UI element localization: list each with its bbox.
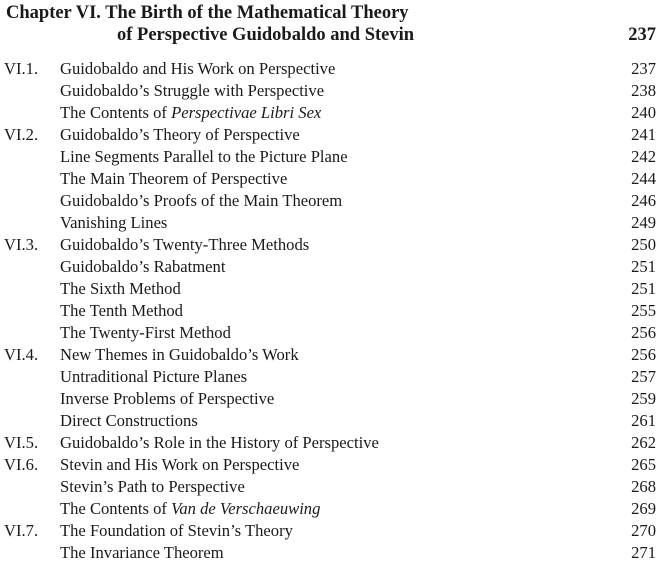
section-number: VI.7. (4, 521, 39, 540)
section-number: VI.3. (4, 235, 39, 254)
page-number: 256 (631, 345, 656, 364)
page-number: 270 (631, 521, 656, 540)
entry-title (60, 234, 309, 256)
entry-title (60, 388, 274, 410)
entry-title (60, 454, 299, 476)
section-number: VI.1. (4, 59, 39, 78)
section-number: VI.5. (4, 433, 39, 452)
toc-entry (4, 102, 656, 124)
page-number: 250 (631, 235, 656, 254)
page-number: 269 (631, 499, 656, 518)
entry-title-text: The Invariance Theorem (60, 543, 224, 562)
toc-entry (4, 234, 656, 256)
entry-title-text: Guidobaldo’s Proofs of the Main Theorem (60, 191, 343, 210)
page-number: 255 (631, 301, 656, 320)
page-number: 265 (631, 455, 656, 474)
entry-title (60, 256, 225, 278)
entry-title-italic: Van de Verschaeuwing (171, 499, 321, 518)
toc-entry (4, 190, 656, 212)
chapter-heading (6, 2, 656, 46)
chapter-title-line-1: Chapter VI. The Birth of the Mathematical Theory (6, 3, 409, 23)
entry-title (60, 410, 198, 432)
page-number: 261 (631, 411, 656, 430)
toc-entry (4, 322, 656, 344)
toc-entry (4, 146, 656, 168)
entry-title (60, 146, 348, 168)
section-number: VI.2. (4, 125, 39, 144)
entry-title (60, 190, 342, 212)
entry-title (60, 102, 321, 124)
entry-title (60, 542, 224, 564)
page-number: 244 (631, 169, 656, 188)
page-number: 242 (631, 147, 656, 166)
entry-title (60, 344, 299, 366)
toc-entry (4, 410, 656, 432)
entry-title-text: Inverse Problems of Perspective (60, 389, 275, 408)
entry-title (60, 476, 245, 498)
toc-entry (4, 124, 656, 146)
toc-entry (4, 366, 656, 388)
page-number: 259 (631, 389, 656, 408)
entry-title-text: The Twenty-First Method (60, 323, 231, 342)
entry-title-text: Line Segments Parallel to the Picture Plane (60, 147, 348, 166)
toc-entry (4, 256, 656, 278)
entry-title (60, 168, 287, 190)
entry-title (60, 520, 293, 542)
entry-title-text: Untraditional Picture Planes (60, 367, 248, 386)
chapter-page-number: 237 (628, 25, 656, 45)
table-of-contents (4, 58, 656, 564)
entry-title-text: Guidobaldo’s Theory of Perspective (60, 125, 300, 144)
section-number: VI.6. (4, 455, 39, 474)
toc-entry (4, 212, 656, 234)
page-number: 249 (631, 213, 656, 232)
entry-title (60, 124, 300, 146)
page-number: 238 (631, 81, 656, 100)
entry-title-text: Guidobaldo’s Rabatment (60, 257, 226, 276)
toc-entry (4, 476, 656, 498)
toc-entry (4, 432, 656, 454)
entry-title-text: Direct Constructions (60, 411, 198, 430)
entry-title (60, 212, 167, 234)
toc-entry (4, 80, 656, 102)
entry-title-text: New Themes in Guidobaldo’s Work (60, 345, 299, 364)
entry-title (60, 366, 247, 388)
entry-title-text: The Tenth Method (60, 301, 183, 320)
entry-title-text: The Foundation of Stevin’s Theory (60, 521, 293, 540)
entry-title-text: Vanishing Lines (60, 213, 168, 232)
page-number: 246 (631, 191, 656, 210)
entry-title (60, 300, 183, 322)
entry-title (60, 80, 324, 102)
toc-entry (4, 168, 656, 190)
entry-title-italic: Perspectivae Libri Sex (171, 103, 322, 122)
entry-title-text: Guidobaldo’s Role in the History of Perspective (60, 433, 379, 452)
entry-title (60, 498, 320, 520)
entry-title-text: Stevin and His Work on Perspective (60, 455, 300, 474)
entry-title-text: The Sixth Method (60, 279, 181, 298)
toc-entry (4, 344, 656, 366)
page-number: 268 (631, 477, 656, 496)
page-number: 257 (631, 367, 656, 386)
page-number: 271 (631, 543, 656, 562)
entry-title-text: The Main Theorem of Perspective (60, 169, 288, 188)
entry-title (60, 322, 231, 344)
entry-title (60, 58, 335, 80)
toc-entry (4, 58, 656, 80)
toc-entry (4, 498, 656, 520)
page-number: 256 (631, 323, 656, 342)
page-number: 240 (631, 103, 656, 122)
toc-entry (4, 454, 656, 476)
page-number: 251 (631, 279, 656, 298)
entry-title-text: The Contents of (60, 499, 172, 518)
entry-title-text: The Contents of (60, 103, 172, 122)
toc-entry (4, 542, 656, 564)
entry-title-text: Stevin’s Path to Perspective (60, 477, 245, 496)
toc-entry (4, 300, 656, 322)
toc-entry (4, 388, 656, 410)
toc-entry (4, 278, 656, 300)
page-number: 251 (631, 257, 656, 276)
entry-title-text: Guidobaldo and His Work on Perspective (60, 59, 336, 78)
section-number: VI.4. (4, 345, 39, 364)
entry-title (60, 432, 379, 454)
entry-title (60, 278, 181, 300)
entry-title-text: Guidobaldo’s Struggle with Perspective (60, 81, 325, 100)
page-number: 237 (631, 59, 656, 78)
page-number: 262 (631, 433, 656, 452)
toc-entry (4, 520, 656, 542)
entry-title-text: Guidobaldo’s Twenty-Three Methods (60, 235, 310, 254)
chapter-title-line-2: of Perspective Guidobaldo and Stevin (117, 25, 415, 45)
page-number: 241 (631, 125, 656, 144)
